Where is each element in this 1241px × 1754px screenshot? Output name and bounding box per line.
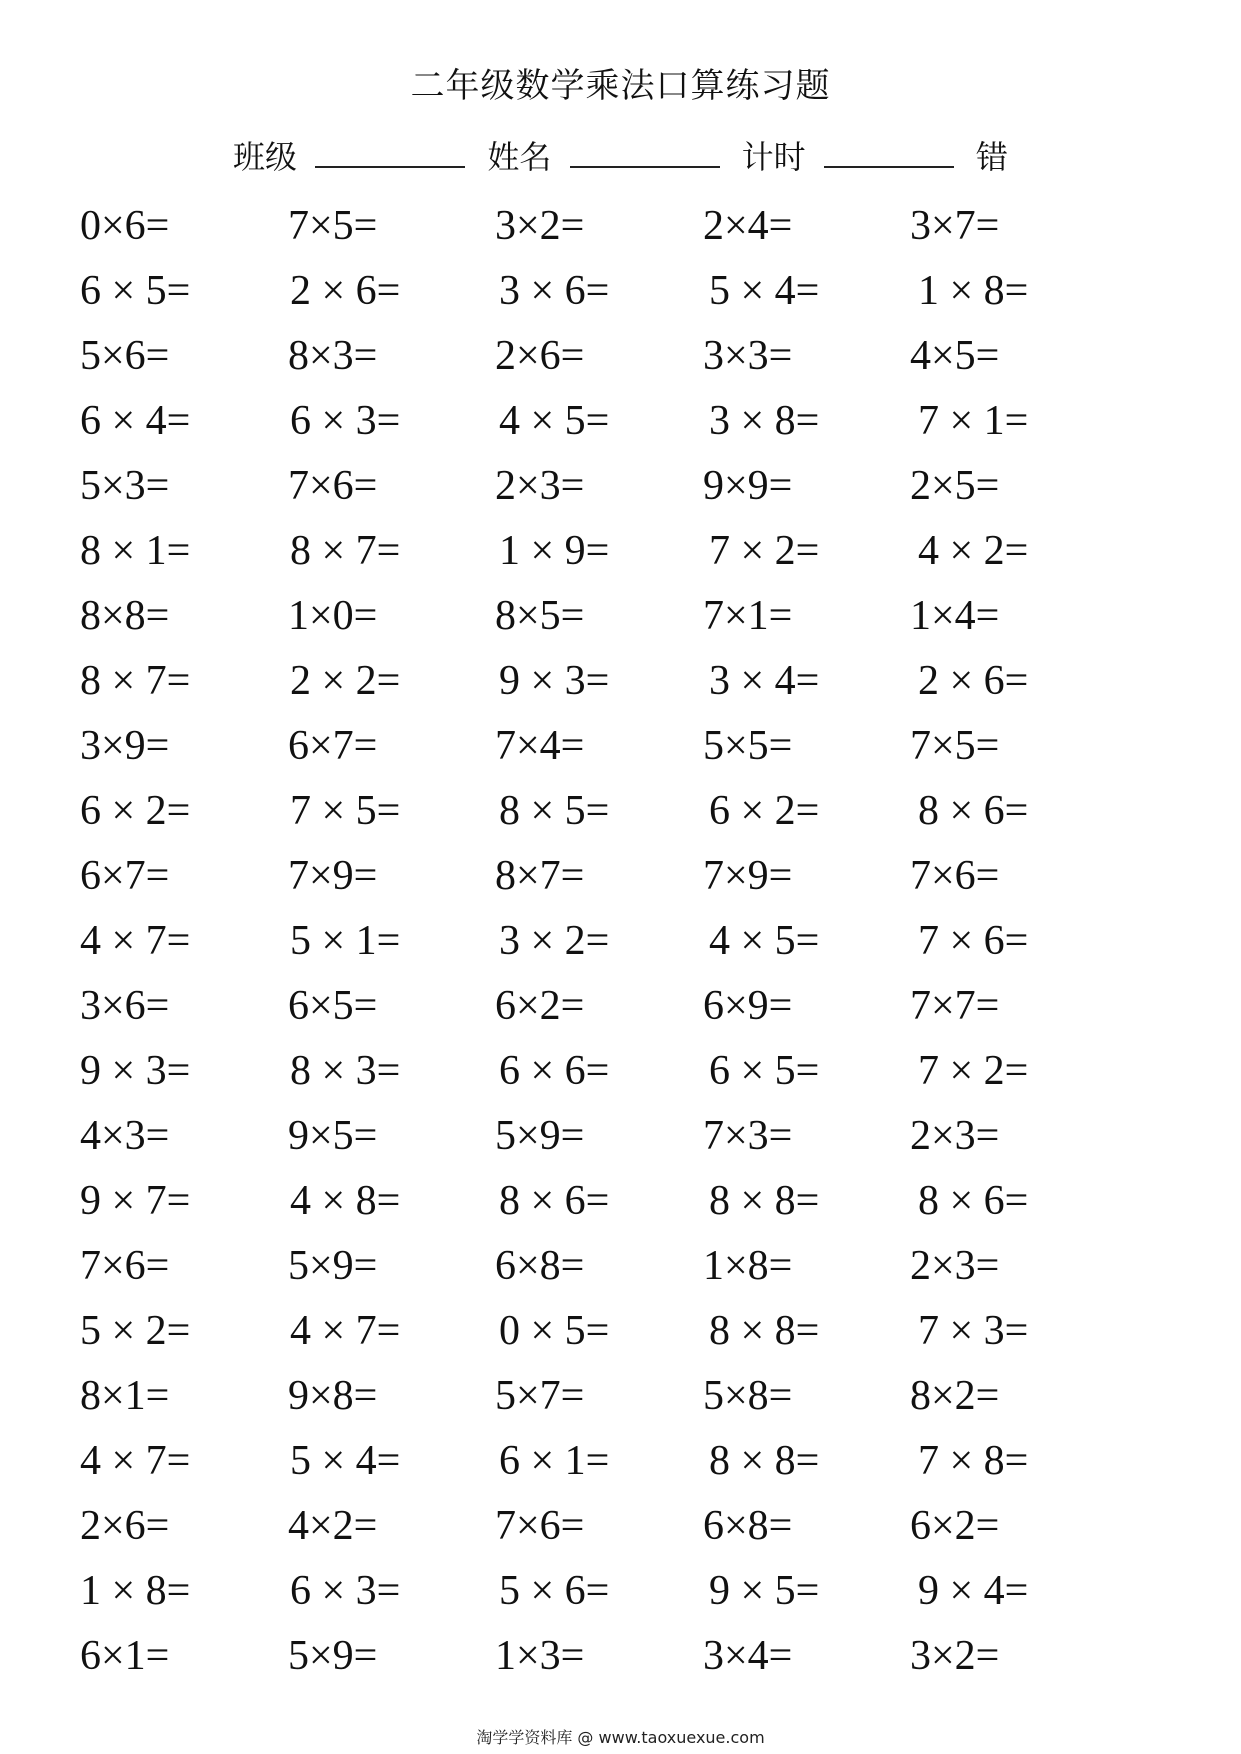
- problem-item: 9 × 3=: [80, 1048, 191, 1094]
- problem-row: [0, 584, 1241, 649]
- problem-row: [0, 1299, 1241, 1364]
- problem-item: 4 × 7=: [80, 1438, 191, 1484]
- problem-item: 6×2=: [495, 983, 585, 1029]
- problem-item: 3×4=: [703, 1633, 793, 1679]
- problem-item: 7×6=: [80, 1243, 170, 1289]
- problem-item: 1×8=: [703, 1243, 793, 1289]
- problem-item: 4 × 5=: [499, 398, 610, 444]
- problem-item: 6×2=: [910, 1503, 1000, 1549]
- problem-item: 8 × 3=: [290, 1048, 401, 1094]
- problem-item: 4 × 2=: [918, 528, 1029, 574]
- problem-row: [0, 779, 1241, 844]
- problem-item: 1 × 8=: [918, 268, 1029, 314]
- problem-item: 6×8=: [703, 1503, 793, 1549]
- problem-item: 7×9=: [288, 853, 378, 899]
- page-title: 二年级数学乘法口算练习题: [410, 66, 831, 106]
- problem-row: [0, 909, 1241, 974]
- problem-item: 5×3=: [80, 463, 170, 509]
- problem-row: [0, 1169, 1241, 1234]
- problem-item: 5×7=: [495, 1373, 585, 1419]
- problem-item: 6 × 6=: [499, 1048, 610, 1094]
- problem-item: 7 × 8=: [918, 1438, 1029, 1484]
- problem-item: 8 × 8=: [709, 1178, 820, 1224]
- problem-item: 8×2=: [910, 1373, 1000, 1419]
- problem-item: 4×5=: [910, 333, 1000, 379]
- problem-item: 2×4=: [703, 203, 793, 249]
- problem-item: 5 × 1=: [290, 918, 401, 964]
- problem-row: [0, 324, 1241, 389]
- problem-item: 5×5=: [703, 723, 793, 769]
- problem-item: 7×6=: [910, 853, 1000, 899]
- problem-item: 9×9=: [703, 463, 793, 509]
- problem-item: 7 × 2=: [709, 528, 820, 574]
- problem-item: 2×6=: [80, 1503, 170, 1549]
- problem-item: 4 × 8=: [290, 1178, 401, 1224]
- problem-item: 2 × 2=: [290, 658, 401, 704]
- problem-item: 8 × 6=: [499, 1178, 610, 1224]
- problem-item: 3×2=: [495, 203, 585, 249]
- problem-item: 6 × 3=: [290, 398, 401, 444]
- problem-item: 1×0=: [288, 593, 378, 639]
- problem-item: 8×1=: [80, 1373, 170, 1419]
- problem-item: 5 × 4=: [290, 1438, 401, 1484]
- problem-row: [0, 1364, 1241, 1429]
- problem-row: [0, 714, 1241, 779]
- problem-grid: [0, 194, 1241, 1689]
- name-label: 姓名: [487, 138, 552, 176]
- problem-item: 4×3=: [80, 1113, 170, 1159]
- problem-item: 2 × 6=: [290, 268, 401, 314]
- problem-row: [0, 1494, 1241, 1559]
- problem-item: 3×3=: [703, 333, 793, 379]
- problem-item: 9 × 4=: [918, 1568, 1029, 1614]
- errors-label: 错: [976, 138, 1009, 176]
- class-blank[interactable]: [315, 136, 465, 168]
- problem-item: 8 × 6=: [918, 788, 1029, 834]
- problem-item: 7 × 6=: [918, 918, 1029, 964]
- problem-item: 6×5=: [288, 983, 378, 1029]
- student-info-line: [0, 136, 1241, 177]
- problem-item: 8 × 7=: [80, 658, 191, 704]
- problem-item: 7 × 2=: [918, 1048, 1029, 1094]
- problem-row: [0, 1234, 1241, 1299]
- problem-row: [0, 1104, 1241, 1169]
- name-blank[interactable]: [570, 136, 720, 168]
- problem-item: 2×6=: [495, 333, 585, 379]
- problem-item: 3 × 4=: [709, 658, 820, 704]
- problem-item: 1 × 9=: [499, 528, 610, 574]
- problem-item: 6 × 4=: [80, 398, 191, 444]
- problem-item: 5×9=: [288, 1243, 378, 1289]
- class-label: 班级: [232, 138, 297, 176]
- problem-item: 6 × 5=: [709, 1048, 820, 1094]
- problem-item: 6 × 3=: [290, 1568, 401, 1614]
- problem-row: [0, 1039, 1241, 1104]
- problem-item: 8 × 6=: [918, 1178, 1029, 1224]
- problem-row: [0, 649, 1241, 714]
- problem-item: 8×8=: [80, 593, 170, 639]
- problem-row: [0, 974, 1241, 1039]
- time-blank[interactable]: [824, 136, 954, 168]
- problem-item: 0 × 5=: [499, 1308, 610, 1354]
- problem-item: 6 × 5=: [80, 268, 191, 314]
- problem-item: 8 × 1=: [80, 528, 191, 574]
- problem-item: 0×6=: [80, 203, 170, 249]
- problem-item: 7×7=: [910, 983, 1000, 1029]
- problem-item: 7×1=: [703, 593, 793, 639]
- problem-item: 5 × 4=: [709, 268, 820, 314]
- problem-row: [0, 454, 1241, 519]
- problem-item: 4 × 7=: [80, 918, 191, 964]
- problem-item: 2×3=: [910, 1243, 1000, 1289]
- problem-item: 5×9=: [495, 1113, 585, 1159]
- problem-row: [0, 194, 1241, 259]
- problem-item: 7×4=: [495, 723, 585, 769]
- problem-row: [0, 844, 1241, 909]
- problem-item: 6×1=: [80, 1633, 170, 1679]
- problem-item: 1 × 8=: [80, 1568, 191, 1614]
- problem-item: 6×7=: [80, 853, 170, 899]
- problem-item: 3×2=: [910, 1633, 1000, 1679]
- problem-item: 7×5=: [910, 723, 1000, 769]
- problem-item: 9 × 7=: [80, 1178, 191, 1224]
- problem-item: 3 × 6=: [499, 268, 610, 314]
- problem-row: [0, 519, 1241, 584]
- problem-item: 3×6=: [80, 983, 170, 1029]
- problem-item: 7×5=: [288, 203, 378, 249]
- problem-item: 2×3=: [910, 1113, 1000, 1159]
- problem-item: 5 × 6=: [499, 1568, 610, 1614]
- problem-item: 9×8=: [288, 1373, 378, 1419]
- problem-item: 9 × 5=: [709, 1568, 820, 1614]
- problem-item: 7×3=: [703, 1113, 793, 1159]
- footer-source: 淘学学资料库 @ www.taoxuexue.com: [476, 1728, 765, 1747]
- problem-item: 6 × 1=: [499, 1438, 610, 1484]
- problem-item: 7×6=: [495, 1503, 585, 1549]
- problem-item: 2 × 6=: [918, 658, 1029, 704]
- problem-item: 4 × 5=: [709, 918, 820, 964]
- problem-row: [0, 1624, 1241, 1689]
- problem-item: 8 × 8=: [709, 1438, 820, 1484]
- problem-row: [0, 389, 1241, 454]
- problem-item: 3 × 8=: [709, 398, 820, 444]
- problem-item: 7 × 5=: [290, 788, 401, 834]
- problem-item: 7 × 3=: [918, 1308, 1029, 1354]
- problem-item: 5×9=: [288, 1633, 378, 1679]
- problem-item: 1×4=: [910, 593, 1000, 639]
- problem-item: 8 × 5=: [499, 788, 610, 834]
- problem-item: 6 × 2=: [709, 788, 820, 834]
- problem-item: 7×9=: [703, 853, 793, 899]
- problem-row: [0, 1559, 1241, 1624]
- problem-item: 5×6=: [80, 333, 170, 379]
- problem-item: 3 × 2=: [499, 918, 610, 964]
- problem-item: 9 × 3=: [499, 658, 610, 704]
- problem-item: 8 × 8=: [709, 1308, 820, 1354]
- problem-item: 3×7=: [910, 203, 1000, 249]
- problem-item: 4×2=: [288, 1503, 378, 1549]
- problem-row: [0, 1429, 1241, 1494]
- problem-item: 6×7=: [288, 723, 378, 769]
- problem-item: 7×6=: [288, 463, 378, 509]
- problem-item: 7 × 1=: [918, 398, 1029, 444]
- problem-item: 2×5=: [910, 463, 1000, 509]
- problem-item: 9×5=: [288, 1113, 378, 1159]
- problem-item: 5×8=: [703, 1373, 793, 1419]
- problem-item: 8×7=: [495, 853, 585, 899]
- problem-item: 4 × 7=: [290, 1308, 401, 1354]
- time-label: 计时: [741, 138, 806, 176]
- problem-item: 8×3=: [288, 333, 378, 379]
- problem-row: [0, 259, 1241, 324]
- problem-item: 8 × 7=: [290, 528, 401, 574]
- problem-item: 6 × 2=: [80, 788, 191, 834]
- problem-item: 5 × 2=: [80, 1308, 191, 1354]
- problem-item: 1×3=: [495, 1633, 585, 1679]
- problem-item: 6×8=: [495, 1243, 585, 1289]
- problem-item: 2×3=: [495, 463, 585, 509]
- problem-item: 3×9=: [80, 723, 170, 769]
- problem-item: 8×5=: [495, 593, 585, 639]
- problem-item: 6×9=: [703, 983, 793, 1029]
